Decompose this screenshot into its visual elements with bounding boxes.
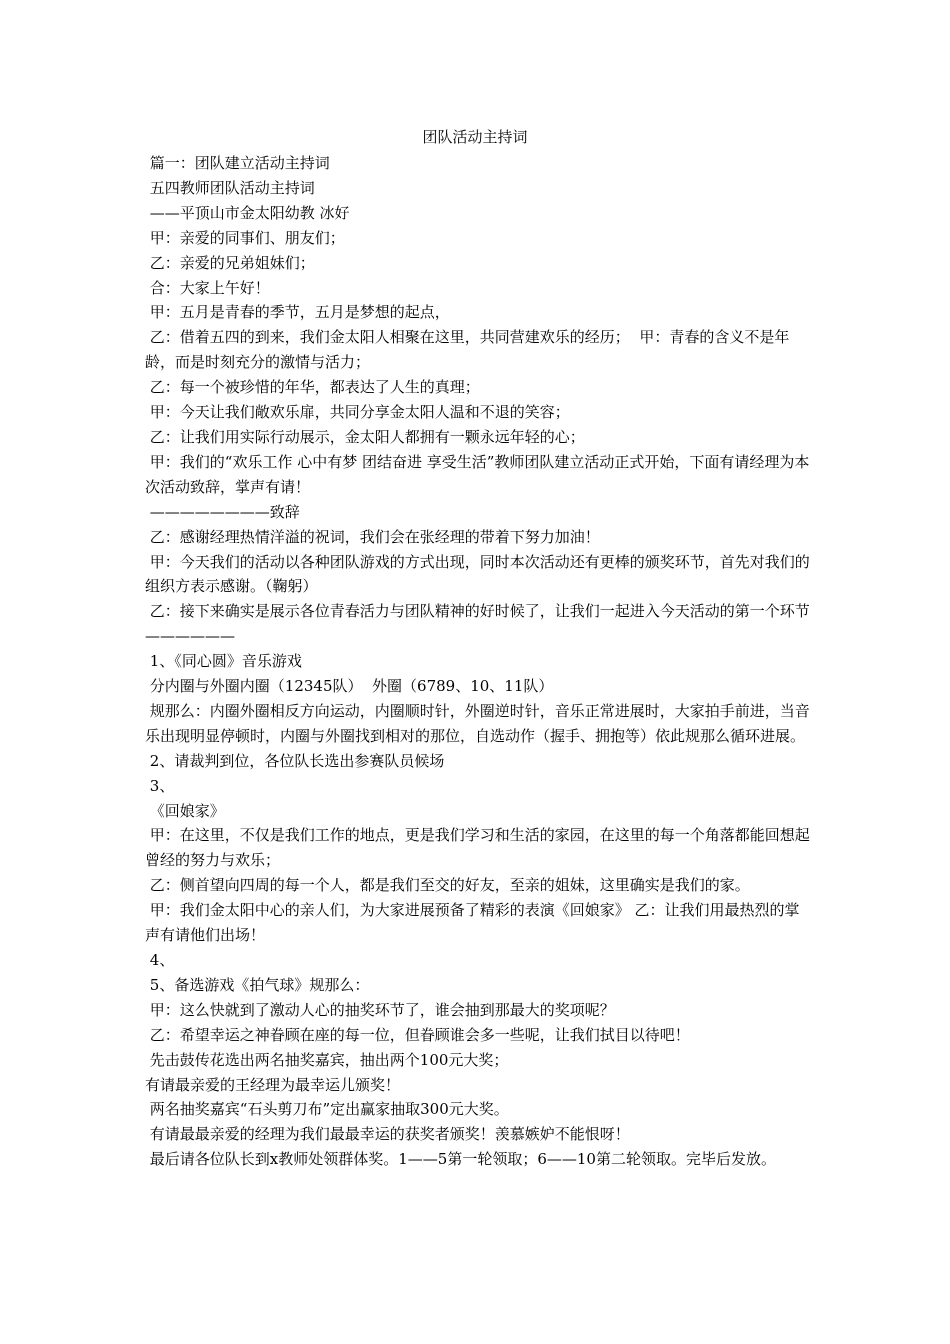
paragraph: 甲：在这里，不仅是我们工作的地点，更是我们学习和生活的家园，在这里的每一个角落都能回想起曾经的努力与欢乐； — [145, 826, 810, 870]
paragraph: 两名抽奖嘉宾“石头剪刀布”定出赢家抽取300元大奖。 — [145, 1100, 509, 1119]
paragraph: 甲：五月是青春的季节，五月是梦想的起点， — [145, 303, 450, 322]
paragraph: 最后请各位队长到x教师处领群体奖。1——5第一轮领取；6——10第二轮领取。完毕后发放。 — [145, 1150, 776, 1169]
paragraph: ————————致辞 — [145, 502, 300, 521]
paragraph: 乙：侧首望向四周的每一个人，都是我们至交的好友，至亲的姐妹，这里确实是我们的家。 — [145, 876, 750, 895]
paragraph: 有请最最亲爱的经理为我们最最幸运的获奖者颁奖！羡慕嫉妒不能恨呀！ — [145, 1125, 630, 1144]
paragraph: 甲：亲爱的同事们、朋友们； — [145, 228, 345, 247]
paragraph: 五四教师团队活动主持词 — [145, 178, 315, 197]
paragraph: 1、《同心圆》音乐游戏 — [145, 652, 302, 671]
paragraph: 甲：这么快就到了激动人心的抽奖环节了，谁会抽到那最大的奖项呢？ — [145, 1000, 615, 1019]
paragraph: 甲：今天我们的活动以各种团队游戏的方式出现，同时本次活动还有更棒的颁奖环节，首先对我们的组织方表示感谢。（鞠躬） — [145, 552, 810, 596]
paragraph: 甲：我们金太阳中心的亲人们，为大家进展预备了精彩的表演《回娘家》 乙：让我们用最热烈的掌声有请他们出场！ — [145, 901, 800, 945]
paragraph: 《回娘家》 — [145, 801, 225, 820]
paragraph: 先击鼓传花选出两名抽奖嘉宾，抽出两个100元大奖； — [145, 1050, 509, 1069]
paragraph: 有请最亲爱的王经理为最幸运儿颁奖！ — [145, 1075, 401, 1094]
document-body — [145, 151, 813, 1172]
paragraph: 乙：感谢经理热情洋溢的祝词，我们会在张经理的带着下努力加油！ — [145, 527, 600, 546]
paragraph: 分内圈与外圈内圈（12345队） 外圈（6789、10、11队） — [145, 677, 554, 696]
paragraph: 甲：我们的“欢乐工作 心中有梦 团结奋进 享受生活”教师团队建立活动正式开始，下面有请经理为本次活动致辞，掌声有请！ — [145, 452, 810, 496]
document-title: 团队活动主持词 — [422, 128, 528, 146]
paragraph: 规那么：内圈外圈相反方向运动，内圈顺时针，外圈逆时针，音乐正常进展时，大家拍手前进，当音乐出现明显停顿时，内圈与外圈找到相对的那位，自选动作（握手、拥抱等）依此规那么循环进展。 — [145, 701, 810, 745]
paragraph: 合：大家上午好！ — [145, 278, 270, 297]
paragraph: ——平顶山市金太阳幼教 冰好 — [145, 203, 350, 222]
paragraph: 乙：接下来确实是展示各位青春活力与团队精神的好时候了，让我们一起进入今天活动的第一个环节—————— — [145, 602, 810, 646]
paragraph: 乙：每一个被珍惜的年华，都表达了人生的真理； — [145, 378, 480, 397]
paragraph: 甲：今天让我们敞欢乐扉，共同分享金太阳人温和不退的笑容； — [145, 403, 570, 422]
paragraph: 4、 — [145, 951, 175, 969]
paragraph: 篇一：团队建立活动主持词 — [145, 154, 330, 172]
paragraph: 乙：希望幸运之神眷顾在座的每一位，但眷顾谁会多一些呢，让我们拭目以待吧！ — [145, 1025, 690, 1044]
paragraph: 乙：借着五四的到来，我们金太阳人相聚在这里，共同营建欢乐的经历； 甲：青春的含义不是年龄，而是时刻充分的激情与活力； — [145, 328, 790, 372]
paragraph: 5、备选游戏《拍气球》规那么： — [145, 975, 370, 994]
paragraph: 3、 — [145, 776, 175, 795]
paragraph: 乙：让我们用实际行动展示，金太阳人都拥有一颗永远年轻的心； — [145, 427, 585, 446]
paragraph: 乙：亲爱的兄弟姐妹们； — [145, 253, 315, 272]
paragraph: 2、请裁判到位，各位队长选出参赛队员候场 — [145, 751, 445, 770]
